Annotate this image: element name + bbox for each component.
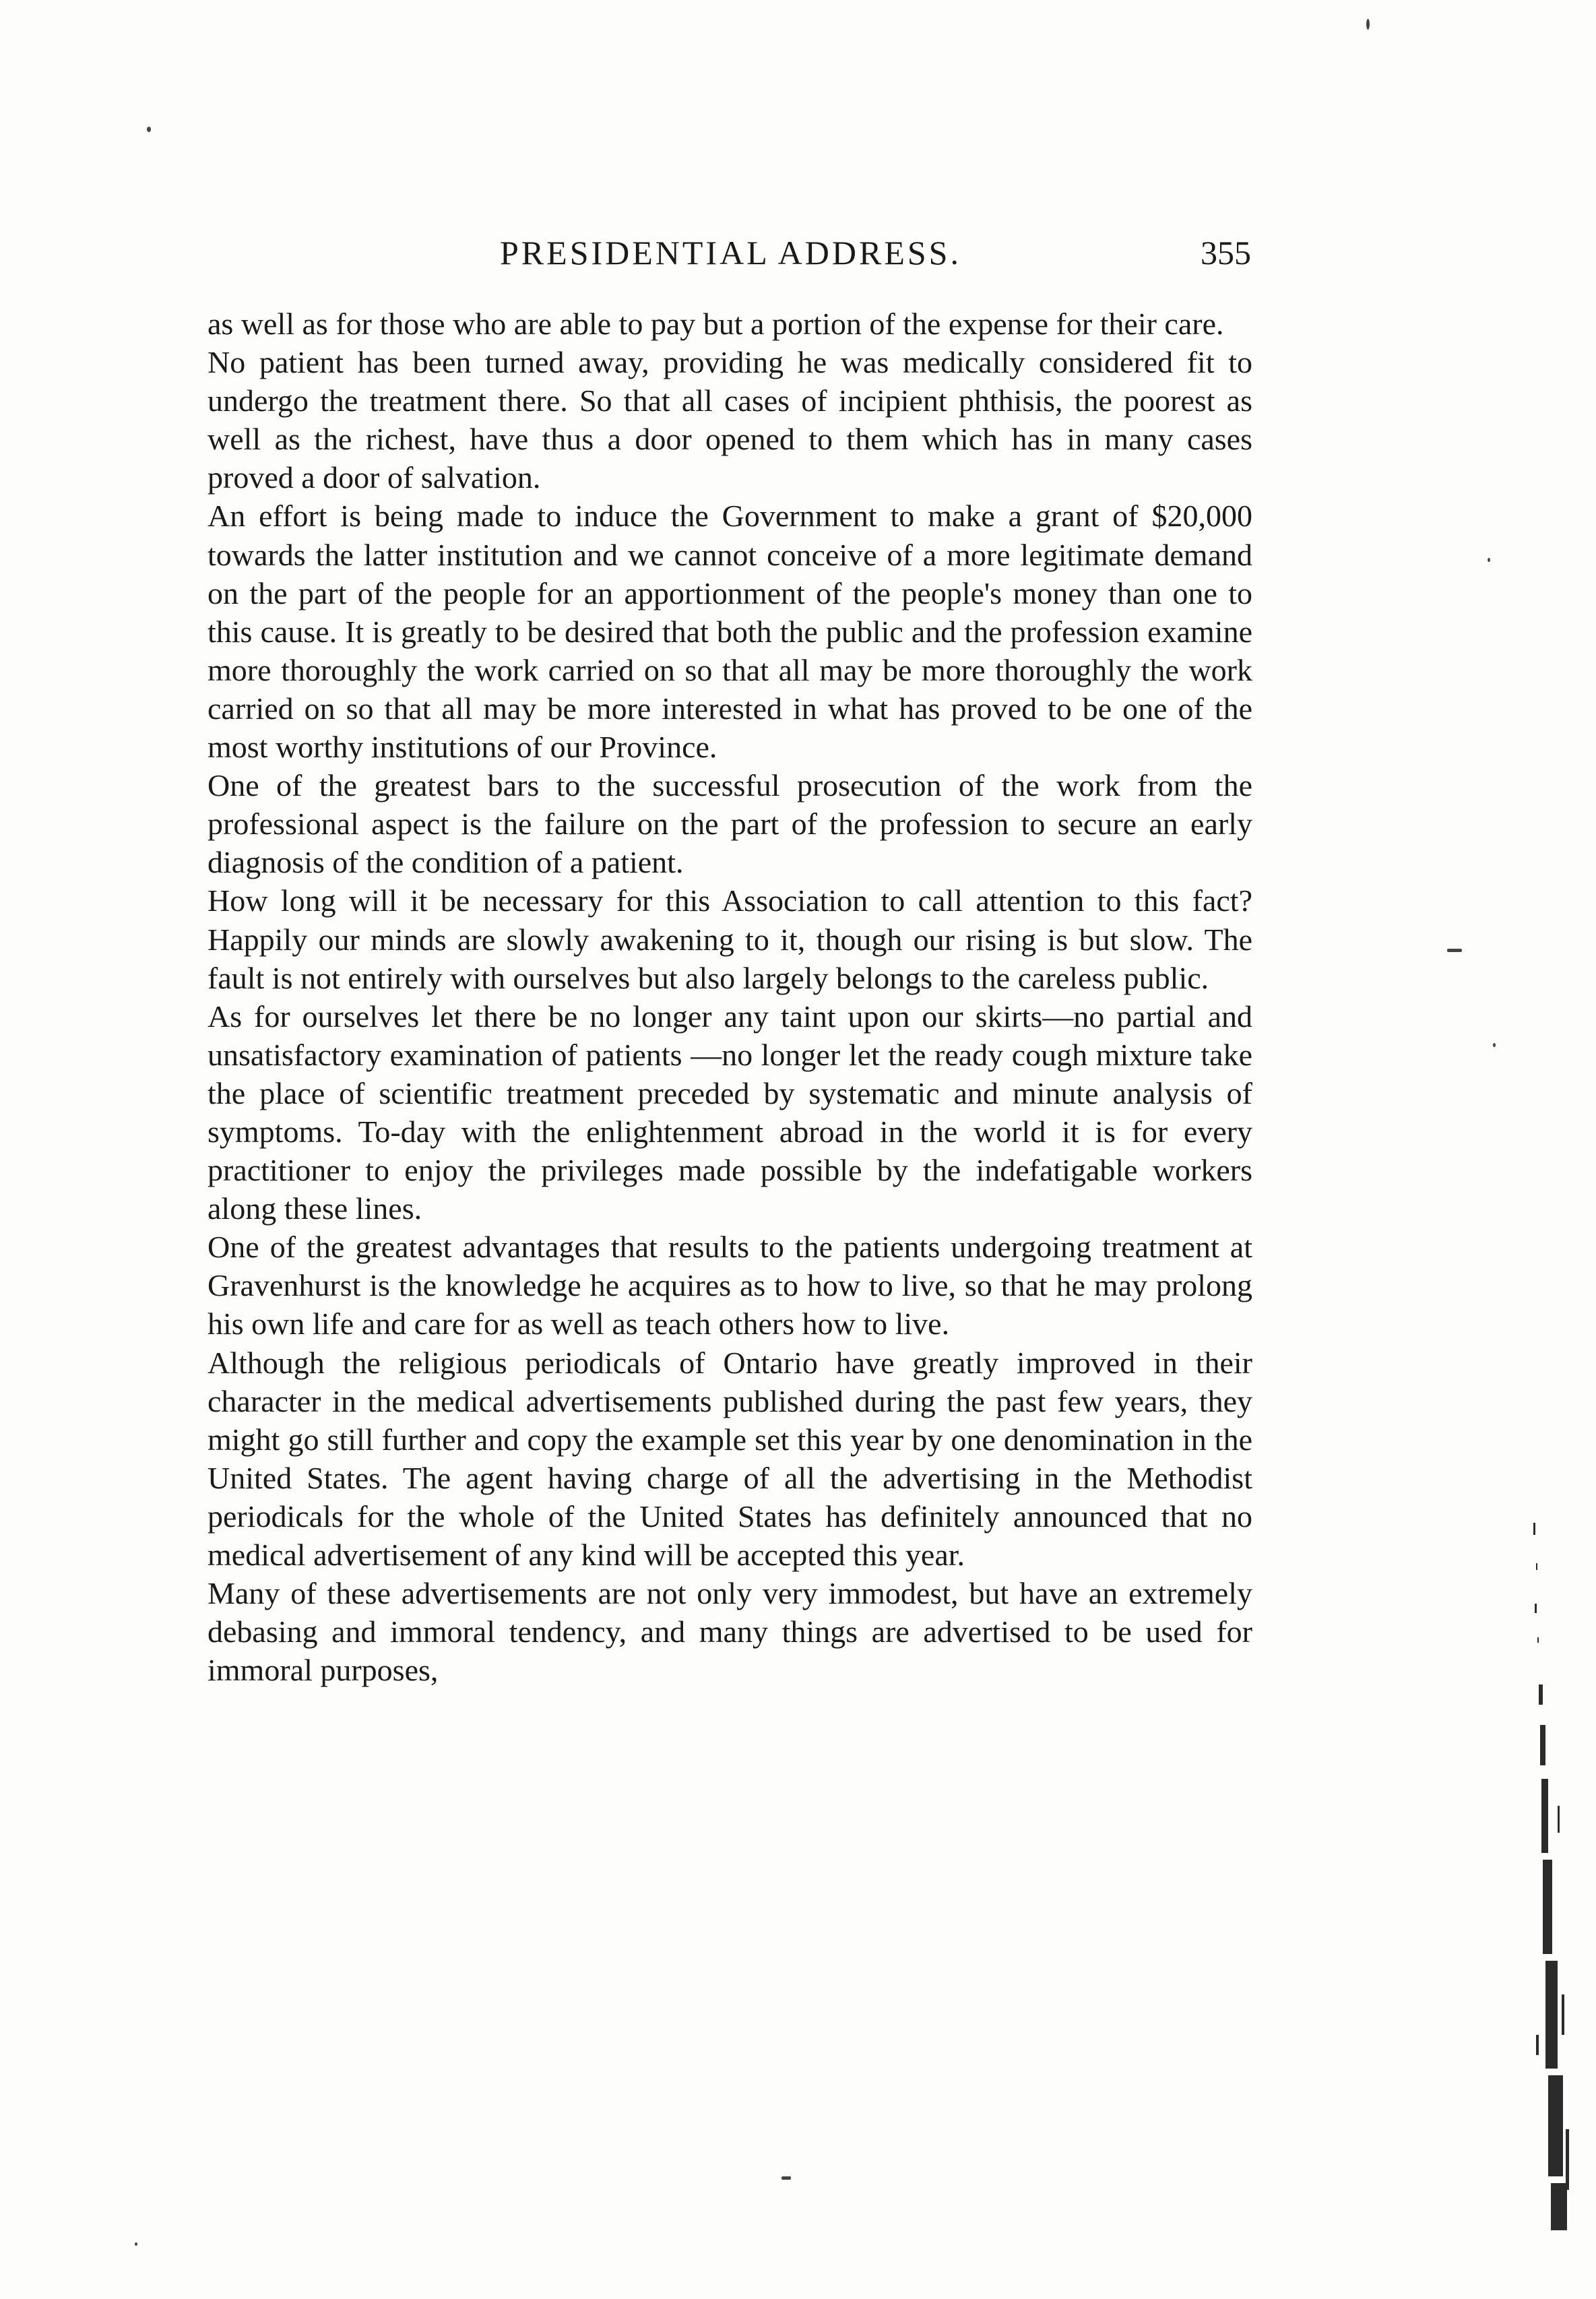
paragraph: Many of these advertisements are not only very immodest, but have an extremely debasing and immoral tendency, and many things are advertised to be used for immoral purposes,: [208, 1576, 1252, 1688]
paragraph: as well as for those who are able to pay but a portion of the expense for their care.: [208, 307, 1224, 341]
scan-speck: [781, 2176, 791, 2180]
running-head: [210, 232, 1251, 273]
scan-speck: [1493, 1043, 1496, 1047]
paragraph: How long will it be necessary for this Association to call attention to this fact? Happily our minds are slowly awakening to it, though our rising is but slow. The fault is not entirely with ourselves but also largely belongs to the careless public.: [208, 883, 1252, 995]
scan-speck: [147, 127, 151, 132]
scan-speck: [135, 2242, 137, 2246]
paragraph: Although the religious periodicals of Ontario have greatly improved in their character in the medical advertisements published during the past few years, they might go still further and copy the example set this year by one denomination in the United States. The agent having charge of all the advertising in the Methodist periodicals for the whole of the United States has definitely announced that no medical advertisement of any kind will be accepted this year.: [208, 1345, 1252, 1572]
running-title: PRESIDENTIAL ADDRESS.: [500, 234, 961, 272]
scan-speck: [1447, 949, 1462, 952]
scan-speck: [1366, 19, 1370, 30]
paragraph: One of the greatest bars to the successful prosecution of the work from the professional aspect is the failure on the part of the profession to secure an early diagnosis of the condition of a patient.: [208, 768, 1252, 880]
body-text: [208, 305, 1252, 1689]
paragraph: No patient has been turned away, providing he was medically considered fit to undergo the treatment there. So that all cases of incipient phthisis, the poorest as well as the richest, have thus a door opened to them which has in many cases proved a door of salvation.: [208, 345, 1252, 495]
paragraph: An effort is being made to induce the Government to make a grant of $20,000 towards the latter institution and we cannot conceive of a more legitimate demand on the part of the people for an apportionment of the people's money than one to this cause. It is greatly to be desired that both the public and the profession examine more thoroughly the work carried on so that all may be more thoroughly the work carried on so that all may be more interested in what has proved to be one of the most worthy institutions of our Province.: [208, 499, 1252, 765]
paragraph: As for ourselves let there be no longer any taint upon our skirts—no partial and unsatisfactory examination of patients —no longer let the ready cough mixture take the place of scientific treatment preceded by systematic and minute analysis of symptoms. To-day with the enlightenment abroad in the world it is for every practitioner to enjoy the privileges made possible by the indefatigable workers along these lines.: [208, 999, 1252, 1226]
binding-edge-noise: [1528, 1523, 1575, 2237]
paragraph: One of the greatest advantages that results to the patients undergoing treatment at Gravenhurst is the knowledge he acquires as to how to live, so that he may prolong his own life and care for as well as teach others how to live.: [208, 1230, 1252, 1342]
scan-speck: [1488, 558, 1490, 562]
page-number: 355: [1201, 234, 1251, 272]
